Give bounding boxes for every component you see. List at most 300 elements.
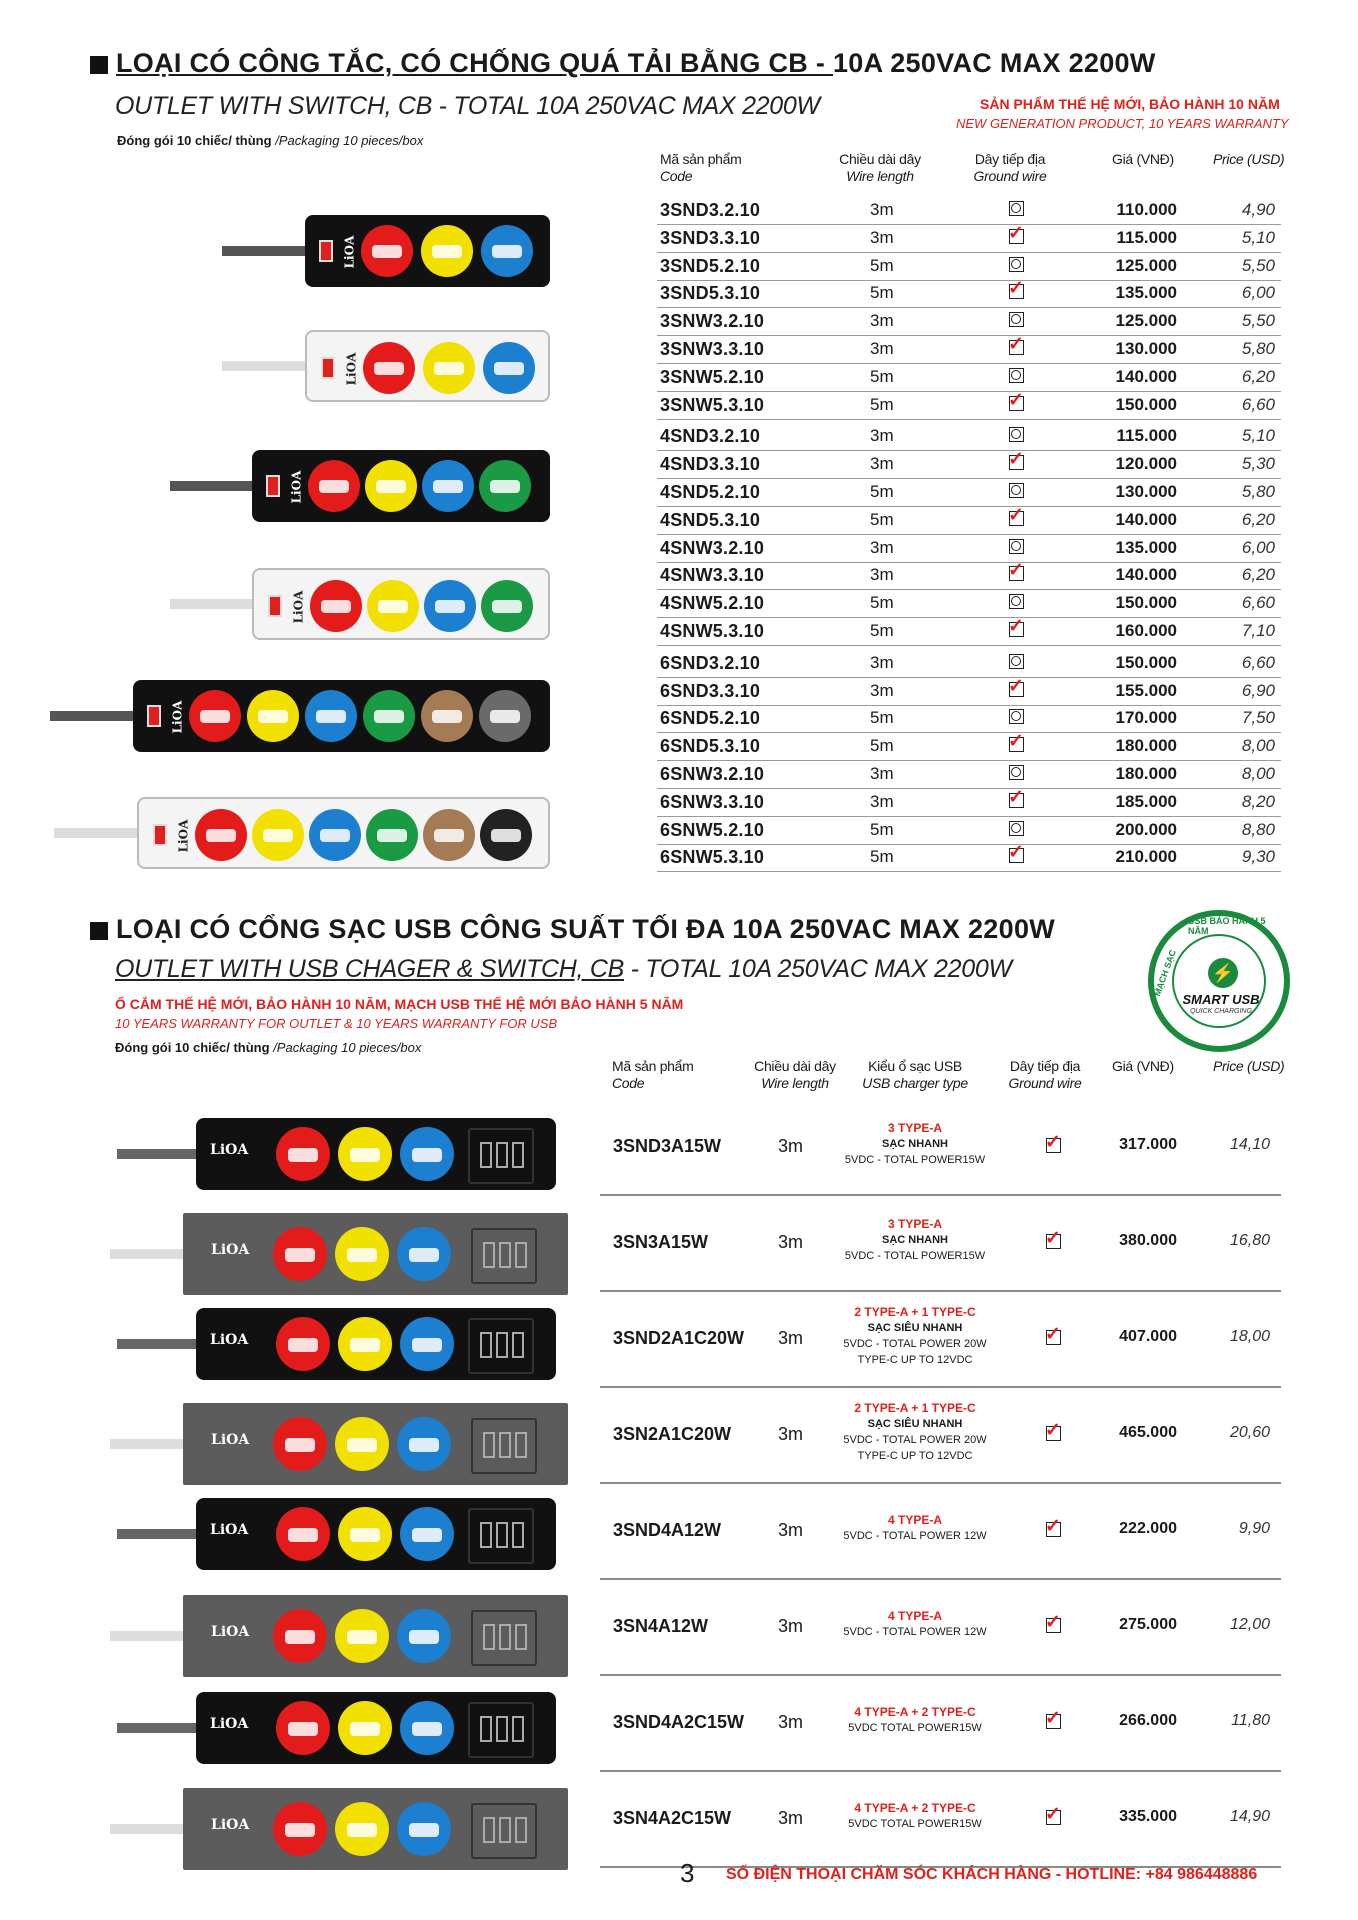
price-usd: 14,10 — [1229, 1136, 1270, 1153]
usb-port-panel — [468, 1508, 534, 1564]
table-row — [657, 252, 1281, 281]
bullet-square-icon — [90, 56, 108, 74]
usb-port-panel — [468, 1318, 534, 1374]
section2-promo-vi: Ổ CẮM THẾ HỆ MỚI, BẢO HÀNH 10 NĂM, MẠCH USB THẾ HỆ MỚI BẢO HÀNH 5 NĂM — [115, 996, 684, 1012]
power-cord — [117, 1339, 199, 1349]
ground-no-checkbox-icon — [1009, 427, 1024, 442]
price-vnd: 130.000 — [1115, 339, 1177, 358]
price-usd: 8,00 — [1241, 736, 1275, 756]
col-header-code: Mã sản phẩm Code — [660, 151, 742, 184]
ground-yes-checkbox-icon: ✓ — [1045, 1420, 1061, 1441]
socket-blue-icon — [397, 1802, 451, 1856]
price-vnd: 380.000 — [1119, 1232, 1177, 1249]
wire-length: 3m — [778, 1616, 804, 1636]
ground-yes-checkbox-icon: ✓ — [1008, 334, 1024, 355]
switch-icon — [266, 475, 280, 497]
usb-spec-line: SẠC NHANH — [882, 1234, 948, 1246]
price-usd: 7,50 — [1241, 708, 1275, 728]
ground-no-checkbox-icon — [1009, 368, 1024, 383]
lioa-logo: LiOA — [289, 470, 304, 504]
wire-length: 3m — [778, 1232, 804, 1252]
wire-length: 5m — [870, 593, 894, 613]
usb-port-icon — [512, 1142, 524, 1168]
usb-spec-line: 4 TYPE-A — [887, 1609, 942, 1623]
table-row — [600, 1196, 1281, 1292]
socket-black-icon — [480, 809, 532, 861]
socket-red-icon — [276, 1317, 330, 1371]
table-row — [600, 1676, 1281, 1772]
socket-red-icon — [273, 1609, 327, 1663]
wire-length: 5m — [870, 819, 894, 839]
product-code: 6SND3.3.10 — [660, 680, 761, 701]
price-vnd: 150.000 — [1115, 394, 1177, 414]
product-code: 3SN4A2C15W — [613, 1808, 732, 1828]
usb-spec-line: 4 TYPE-A — [887, 1513, 942, 1527]
price-usd: 6,20 — [1241, 509, 1275, 529]
power-cord — [117, 1723, 199, 1733]
power-cord — [110, 1631, 192, 1641]
wire-length: 5m — [870, 621, 894, 640]
price-vnd: 115.000 — [1116, 426, 1177, 446]
usb-port-icon — [515, 1432, 527, 1458]
section1-heading — [90, 48, 1156, 79]
socket-blue-icon — [400, 1127, 454, 1181]
socket-brown-icon — [421, 690, 473, 742]
section2-heading: LOẠI CÓ CỔNG SẠC USB CÔNG SUẤT TỐI ĐA 10A 250VAC MAX 2200W — [90, 914, 1055, 945]
usb-spec-line: 3 TYPE-A — [887, 1217, 942, 1231]
ground-yes-checkbox-icon: ✓ — [1045, 1132, 1061, 1153]
lioa-logo: LiOA — [342, 235, 357, 269]
section2-table — [600, 1100, 1281, 1880]
table-row — [657, 478, 1281, 507]
usb-spec-line: 5VDC - TOTAL POWER15W — [844, 1250, 986, 1262]
lioa-logo: LiOA — [291, 590, 306, 624]
wire-length: 3m — [870, 311, 894, 331]
price-vnd: 125.000 — [1115, 255, 1177, 275]
ground-yes-checkbox-icon: ✓ — [1008, 842, 1024, 864]
power-strip-image — [305, 330, 550, 402]
price-vnd: 155.000 — [1115, 680, 1177, 700]
table-row — [657, 843, 1281, 872]
product-code: 4SNW5.3.10 — [660, 621, 765, 641]
socket-red-icon — [363, 342, 415, 394]
price-vnd: 275.000 — [1119, 1616, 1177, 1633]
ground-no-checkbox-icon — [1009, 821, 1024, 836]
ground-yes-checkbox-icon: ✓ — [1008, 616, 1024, 637]
usb-spec-line: 5VDC - TOTAL POWER 20W — [843, 1434, 987, 1446]
ground-no-checkbox-icon — [1009, 594, 1024, 609]
power-strip-image — [183, 1213, 568, 1295]
price-vnd: 200.000 — [1115, 819, 1177, 839]
power-strip-image — [305, 215, 550, 287]
usb-port-icon — [515, 1242, 527, 1268]
table-row — [657, 788, 1281, 817]
table-row — [657, 224, 1281, 253]
price-vnd: 170.000 — [1115, 708, 1177, 728]
switch-icon — [319, 240, 333, 262]
lioa-logo: LiOA — [211, 1242, 250, 1258]
price-vnd: 210.000 — [1115, 847, 1177, 867]
socket-blue-icon — [400, 1317, 454, 1371]
socket-yellow-icon — [367, 580, 419, 632]
badge-arc-top: USB BẢO HÀNH 5 NĂM — [1188, 916, 1266, 936]
product-code: 4SNW3.3.10 — [660, 565, 765, 586]
socket-green-icon — [363, 690, 415, 742]
usb-port-icon — [499, 1817, 511, 1843]
product-code: 3SN4A12W — [613, 1616, 709, 1636]
price-usd: 6,20 — [1241, 366, 1275, 386]
hotline: SỐ ĐIỆN THOẠI CHĂM SÓC KHÁCH HÀNG - HOTLINE: +84 986448886 — [726, 1866, 1258, 1883]
power-cord — [170, 481, 255, 491]
socket-green-icon — [481, 580, 533, 632]
wire-length: 3m — [778, 1328, 804, 1348]
product-code: 6SND3.2.10 — [660, 652, 761, 673]
socket-yellow-icon — [335, 1609, 389, 1663]
table-row — [657, 196, 1281, 225]
table-row — [657, 391, 1281, 420]
price-vnd: 150.000 — [1115, 652, 1177, 672]
ground-no-checkbox-icon — [1009, 483, 1024, 498]
product-code: 3SNW5.2.10 — [660, 366, 765, 387]
socket-yellow-icon — [421, 225, 473, 277]
wire-length: 3m — [778, 1520, 804, 1540]
product-code: 6SND5.3.10 — [660, 736, 761, 757]
usb-spec-line: 5VDC TOTAL POWER15W — [848, 1722, 982, 1734]
usb-spec-line: 3 TYPE-A — [887, 1121, 942, 1135]
usb-port-icon — [480, 1142, 492, 1168]
table-row — [657, 617, 1281, 646]
usb-spec-line: SẠC SIÊU NHANH — [867, 1322, 963, 1334]
switch-icon — [321, 357, 335, 379]
table-row — [657, 363, 1281, 392]
col-header-length: Chiều dài dây Wire length — [839, 151, 921, 184]
table-row — [600, 1100, 1281, 1196]
socket-blue-icon — [481, 225, 533, 277]
price-usd: 6,60 — [1241, 394, 1275, 414]
table-row — [657, 649, 1281, 678]
wire-length: 5m — [870, 708, 894, 728]
price-usd: 20,60 — [1229, 1424, 1270, 1441]
power-cord — [117, 1149, 199, 1159]
product-code: 3SND3.2.10 — [660, 200, 761, 220]
col-header-ground: Dây tiếp địa Ground wire — [973, 151, 1047, 184]
usb-port-icon — [480, 1332, 492, 1358]
usb-port-icon — [480, 1716, 492, 1742]
power-strip-image — [183, 1403, 568, 1485]
wire-length: 5m — [870, 736, 894, 756]
socket-red-icon — [310, 580, 362, 632]
power-strip-image — [183, 1595, 568, 1677]
price-vnd: 140.000 — [1115, 366, 1177, 386]
ground-yes-checkbox-icon: ✓ — [1008, 786, 1024, 808]
price-usd: 9,90 — [1238, 1520, 1270, 1537]
usb-port-icon — [499, 1432, 511, 1458]
price-vnd: 335.000 — [1119, 1808, 1177, 1825]
product-code: 3SND5.2.10 — [660, 255, 761, 276]
price-vnd: 120.000 — [1115, 454, 1177, 474]
ground-no-checkbox-icon — [1009, 709, 1024, 724]
product-code: 3SND4A2C15W — [613, 1712, 745, 1732]
usb-port-icon — [483, 1432, 495, 1458]
wire-length: 3m — [870, 791, 894, 811]
wire-length: 3m — [870, 339, 894, 358]
price-vnd: 140.000 — [1115, 509, 1177, 529]
section2-promo-en: 10 YEARS WARRANTY FOR OUTLET & 10 YEARS WARRANTY FOR USB — [115, 1016, 558, 1031]
usb-spec-line: 5VDC TOTAL POWER15W — [848, 1818, 982, 1830]
table-row — [600, 1388, 1281, 1484]
wire-length: 3m — [778, 1424, 804, 1444]
wire-length: 5m — [870, 482, 894, 501]
price-vnd: 160.000 — [1115, 621, 1177, 640]
wire-length: 5m — [870, 847, 894, 867]
table-row — [657, 816, 1281, 845]
price-usd: 5,80 — [1241, 482, 1275, 501]
socket-blue-icon — [309, 809, 361, 861]
usb-port-icon — [496, 1332, 508, 1358]
wire-length: 5m — [870, 509, 894, 529]
product-code: 4SND3.2.10 — [660, 426, 761, 447]
wire-length: 3m — [870, 426, 894, 446]
section1-table — [657, 196, 1281, 876]
ground-yes-checkbox-icon: ✓ — [1008, 449, 1024, 471]
ground-yes-checkbox-icon: ✓ — [1045, 1708, 1061, 1729]
socket-red-icon — [189, 690, 241, 742]
usb-charger-type — [830, 1304, 1000, 1368]
socket-yellow-icon — [335, 1227, 389, 1281]
usb-port-panel — [471, 1228, 537, 1284]
ground-yes-checkbox-icon: ✓ — [1008, 389, 1024, 411]
usb-port-icon — [512, 1332, 524, 1358]
usb-spec-line: 5VDC - TOTAL POWER 12W — [843, 1626, 987, 1638]
table-row — [657, 589, 1281, 618]
heading-part-b: 10A 250VAC MAX 2200W — [832, 48, 1156, 78]
price-usd: 5,30 — [1241, 454, 1275, 474]
table-row — [657, 534, 1281, 563]
col2-header-ground: Dây tiếp địa Ground wire — [1008, 1058, 1082, 1091]
socket-red-icon — [273, 1227, 327, 1281]
table-row — [600, 1772, 1281, 1868]
socket-blue-icon — [397, 1417, 451, 1471]
socket-blue-icon — [483, 342, 535, 394]
heading-part-a: LOẠI CÓ CÔNG TẮC, CÓ CHỐNG QUÁ TẢI BẰNG CB - — [116, 48, 833, 78]
socket-grey-icon — [479, 690, 531, 742]
product-code: 3SN2A1C20W — [613, 1424, 732, 1444]
product-code: 3SND3.3.10 — [660, 227, 761, 248]
power-cord — [222, 361, 307, 371]
switch-icon — [147, 705, 161, 727]
lioa-logo: LiOA — [210, 1716, 249, 1732]
section2-subtitle: OUTLET WITH USB CHAGER & SWITCH, CB - TOTAL 10A 250VAC MAX 2200W — [115, 955, 1012, 983]
usb-port-icon — [496, 1716, 508, 1742]
packaging-en: /Packaging 10 pieces/box — [275, 133, 424, 148]
socket-red-icon — [276, 1127, 330, 1181]
section1-promo-en: NEW GENERATION PRODUCT, 10 YEARS WARRANTY — [956, 116, 1289, 131]
price-vnd: 407.000 — [1119, 1328, 1177, 1345]
wire-length: 3m — [870, 565, 894, 585]
socket-red-icon — [195, 809, 247, 861]
price-usd: 14,90 — [1229, 1808, 1270, 1825]
product-code: 6SNW5.2.10 — [660, 819, 765, 840]
price-vnd: 115.000 — [1116, 227, 1177, 247]
col2-header-length: Chiều dài dây Wire length — [754, 1058, 836, 1091]
usb-port-icon — [515, 1817, 527, 1843]
socket-green-icon — [366, 809, 418, 861]
socket-yellow-icon — [252, 809, 304, 861]
table-row — [657, 335, 1281, 364]
col2-header-code: Mã sản phẩm Code — [612, 1058, 694, 1091]
price-usd: 5,50 — [1241, 311, 1275, 331]
product-code: 3SNW5.3.10 — [660, 394, 765, 415]
product-code: 4SND3.3.10 — [660, 454, 761, 475]
power-strip-image — [183, 1788, 568, 1870]
product-code: 4SNW3.2.10 — [660, 537, 765, 558]
section1-subtitle: OUTLET WITH SWITCH, CB - TOTAL 10A 250VAC MAX 2200W — [115, 92, 820, 120]
ground-no-checkbox-icon — [1009, 257, 1024, 272]
wire-length: 3m — [778, 1136, 804, 1156]
price-usd: 5,80 — [1241, 339, 1275, 358]
socket-yellow-icon — [335, 1417, 389, 1471]
table-row — [657, 450, 1281, 479]
product-code: 3SND2A1C20W — [613, 1328, 745, 1348]
usb-port-panel — [471, 1803, 537, 1859]
wire-length: 3m — [870, 537, 894, 557]
wire-length: 3m — [778, 1808, 804, 1828]
lioa-logo: LiOA — [210, 1522, 249, 1538]
usb-spec-line: 2 TYPE-A + 1 TYPE-C — [854, 1401, 976, 1415]
usb-port-icon — [483, 1242, 495, 1268]
wire-length: 5m — [870, 394, 894, 414]
table-row — [600, 1484, 1281, 1580]
table-row — [657, 704, 1281, 733]
col2-header-usd: Price (USD) — [1213, 1058, 1285, 1074]
price-usd: 6,00 — [1241, 537, 1275, 557]
usb-port-icon — [483, 1817, 495, 1843]
badge-sub: QUICK CHARGING — [1190, 1008, 1252, 1015]
price-usd: 16,80 — [1229, 1232, 1270, 1249]
usb-spec-line: 5VDC - TOTAL POWER15W — [844, 1154, 986, 1166]
table-row — [657, 732, 1281, 761]
product-code: 3SN3A15W — [613, 1232, 709, 1252]
price-vnd: 110.000 — [1116, 200, 1177, 219]
price-usd: 7,10 — [1241, 621, 1275, 640]
product-code: 6SNW3.3.10 — [660, 791, 765, 812]
ground-yes-checkbox-icon: ✓ — [1008, 560, 1024, 582]
ground-no-checkbox-icon — [1009, 539, 1024, 554]
usb-spec-line: 2 TYPE-A + 1 TYPE-C — [854, 1305, 976, 1319]
power-strip-image — [196, 1308, 556, 1380]
wire-length: 5m — [870, 366, 894, 386]
ground-no-checkbox-icon — [1009, 312, 1024, 327]
ground-yes-checkbox-icon: ✓ — [1008, 222, 1024, 244]
table-row — [657, 307, 1281, 336]
ground-yes-checkbox-icon: ✓ — [1008, 731, 1024, 753]
usb-spec-line: TYPE-C UP TO 12VDC — [857, 1354, 973, 1366]
wire-length: 3m — [870, 680, 894, 700]
page-number: 3 — [680, 1858, 695, 1888]
usb-port-icon — [499, 1624, 511, 1650]
socket-yellow-icon — [338, 1317, 392, 1371]
packaging-vi: Đóng gói 10 chiếc/ thùng — [117, 133, 272, 148]
socket-blue-icon — [424, 580, 476, 632]
price-vnd: 140.000 — [1115, 565, 1177, 585]
price-vnd: 130.000 — [1115, 482, 1177, 501]
socket-yellow-icon — [338, 1701, 392, 1755]
table-row — [657, 506, 1281, 535]
price-usd: 18,00 — [1229, 1328, 1270, 1345]
ground-yes-checkbox-icon: ✓ — [1045, 1516, 1061, 1537]
col2-header-vnd: Giá (VNĐ) — [1112, 1058, 1174, 1074]
usb-port-icon — [512, 1522, 524, 1548]
quick-charge-icon: ⚡ — [1208, 958, 1238, 988]
usb-port-icon — [496, 1142, 508, 1168]
ground-yes-checkbox-icon: ✓ — [1045, 1612, 1061, 1633]
lioa-logo: LiOA — [211, 1817, 250, 1833]
power-cord — [110, 1439, 192, 1449]
socket-red-icon — [276, 1507, 330, 1561]
power-strip-image — [137, 797, 550, 869]
socket-blue-icon — [305, 690, 357, 742]
price-vnd: 125.000 — [1115, 311, 1177, 331]
usb-charger-type — [830, 1400, 1000, 1464]
bullet-square-icon — [90, 922, 108, 940]
usb-spec-line: 4 TYPE-A + 2 TYPE-C — [854, 1801, 976, 1815]
product-code: 3SND3A15W — [613, 1136, 722, 1156]
product-code: 6SND5.2.10 — [660, 708, 761, 729]
table-row — [600, 1580, 1281, 1676]
price-usd: 9,30 — [1241, 847, 1275, 867]
usb-charger-type — [830, 1608, 1000, 1640]
product-code: 6SNW3.2.10 — [660, 764, 765, 784]
price-usd: 12,00 — [1229, 1616, 1270, 1633]
table-row — [657, 561, 1281, 590]
section1-promo-vi: SẢN PHẨM THẾ HỆ MỚI, BẢO HÀNH 10 NĂM — [980, 96, 1280, 112]
usb-spec-line: 5VDC - TOTAL POWER 12W — [843, 1530, 987, 1542]
socket-blue-icon — [400, 1507, 454, 1561]
socket-red-icon — [273, 1417, 327, 1471]
lioa-logo: LiOA — [170, 700, 185, 734]
lioa-logo: LiOA — [211, 1432, 250, 1448]
wire-length: 5m — [870, 255, 894, 275]
socket-red-icon — [308, 460, 360, 512]
power-strip-image — [133, 680, 550, 752]
product-code: 6SNW5.3.10 — [660, 847, 765, 868]
price-usd: 6,00 — [1241, 283, 1275, 303]
price-vnd: 135.000 — [1115, 283, 1177, 303]
usb-port-icon — [480, 1522, 492, 1548]
product-code: 3SNW3.2.10 — [660, 311, 765, 332]
power-strip-image — [196, 1498, 556, 1570]
socket-yellow-icon — [338, 1507, 392, 1561]
wire-length: 5m — [870, 283, 894, 303]
ground-no-checkbox-icon — [1009, 201, 1024, 216]
switch-icon — [153, 824, 167, 846]
socket-red-icon — [273, 1802, 327, 1856]
table-row — [600, 1292, 1281, 1388]
socket-yellow-icon — [247, 690, 299, 742]
ground-yes-checkbox-icon: ✓ — [1008, 504, 1024, 526]
ground-yes-checkbox-icon: ✓ — [1045, 1804, 1061, 1825]
switch-icon — [268, 595, 282, 617]
power-cord — [110, 1824, 192, 1834]
wire-length: 3m — [870, 764, 894, 783]
lioa-logo: LiOA — [210, 1142, 249, 1158]
usb-charger-type — [830, 1800, 1000, 1832]
lioa-logo: LiOA — [211, 1624, 250, 1640]
price-usd: 4,90 — [1241, 200, 1275, 219]
socket-blue-icon — [397, 1227, 451, 1281]
power-cord — [222, 246, 307, 256]
wire-length: 3m — [778, 1712, 804, 1732]
